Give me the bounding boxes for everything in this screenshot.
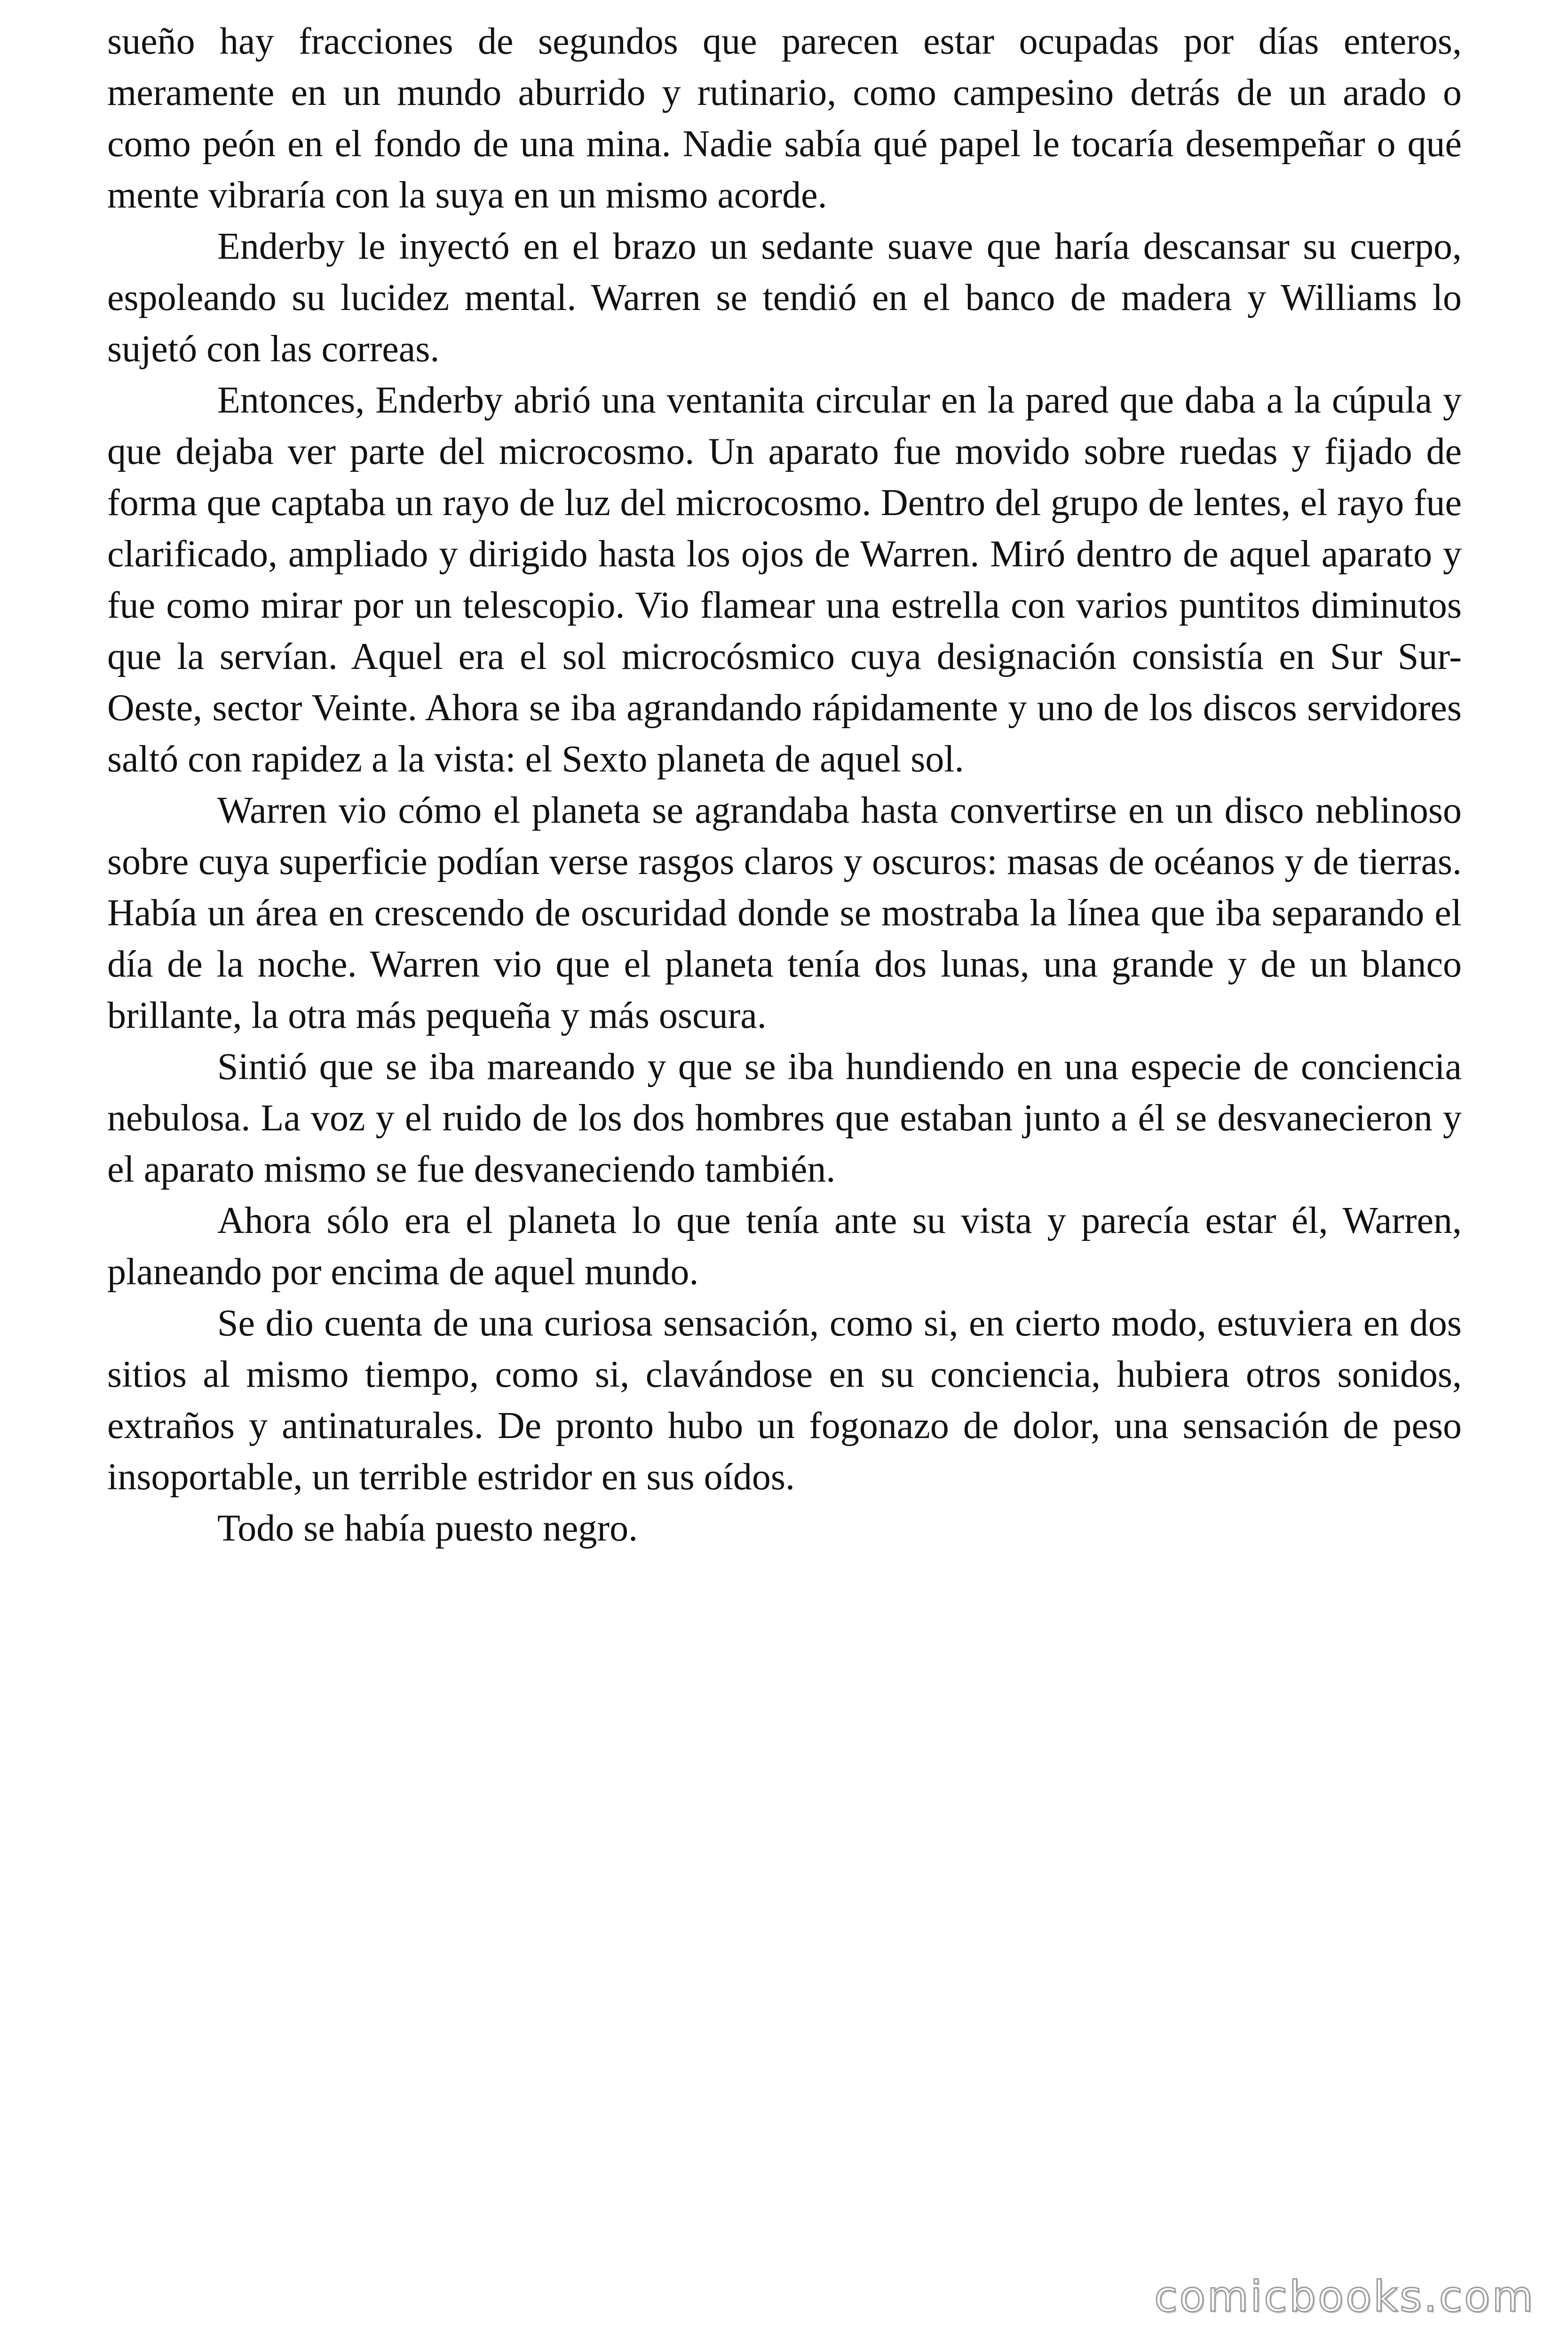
paragraph-4: Warren vio cómo el planeta se agrandaba hasta convertirse en un disco neblinoso sobre cuya superficie podían verse rasgos claros y oscuros: masas de océanos y de tierras. Había un área en crescendo de oscuridad donde se mostraba la línea que iba separando el día de la noche. Warren vio que el planeta tenía dos lunas, una grande y de un blanco brillante, la otra más pequeña y más oscura. <box>107 790 1462 1036</box>
paragraph-7: Se dio cuenta de una curiosa sensación, como si, en cierto modo, estuviera en dos sitios al mismo tiempo, como si, clavándose en su conciencia, hubiera otros sonidos, extraños y antinaturales. De pronto hubo un fogonazo de dolor, una sensación de peso insoportable, un terrible estridor en sus oídos. <box>107 1303 1462 1498</box>
paragraph-2: Enderby le inyectó en el brazo un sedante suave que haría descansar su cuerpo, espoleando su lucidez mental. Warren se tendió en el banco de madera y Williams lo sujetó con las correas. <box>107 226 1462 370</box>
paragraph-6: Ahora sólo era el planeta lo que tenía ante su vista y parecía estar él, Warren, planeando por encima de aquel mundo. <box>107 1200 1462 1293</box>
paragraph-1: sueño hay fracciones de segundos que parecen estar ocupadas por días enteros, meramente en un mundo aburrido y rutinario, como campesino detrás de un arado o como peón en el fondo de una mina. Nadie sabía qué papel le tocaría desempeñar o qué mente vibraría con la suya en un mismo acorde. <box>107 21 1462 216</box>
watermark: comicbooks.com <box>1154 2272 1535 2321</box>
document-body <box>107 16 1462 1554</box>
paragraph-8: Todo se había puesto negro. <box>217 1508 638 1549</box>
paragraph-5: Sintió que se iba mareando y que se iba hundiendo en una especie de conciencia nebulosa. La voz y el ruido de los dos hombres que estaban junto a él se desvanecieron y el aparato mismo se fue desvaneciendo también. <box>107 1046 1462 1190</box>
paragraph-3: Entonces, Enderby abrió una ventanita circular en la pared que daba a la cúpula y que dejaba ver parte del microcosmo. Un aparato fue movido sobre ruedas y fijado de forma que captaba un rayo de luz del microcosmo. Dentro del grupo de lentes, el rayo fue clarificado, ampliado y dirigido hasta los ojos de Warren. Miró dentro de aquel aparato y fue como mirar por un telescopio. Vio flamear una estrella con varios puntitos diminutos que la servían. Aquel era el sol microcósmico cuya designación consistía en Sur Sur-Oeste, sector Veinte. Ahora se iba agrandando rápidamente y uno de los discos servidores saltó con rapidez a la vista: el Sexto planeta de aquel sol. <box>107 380 1462 780</box>
